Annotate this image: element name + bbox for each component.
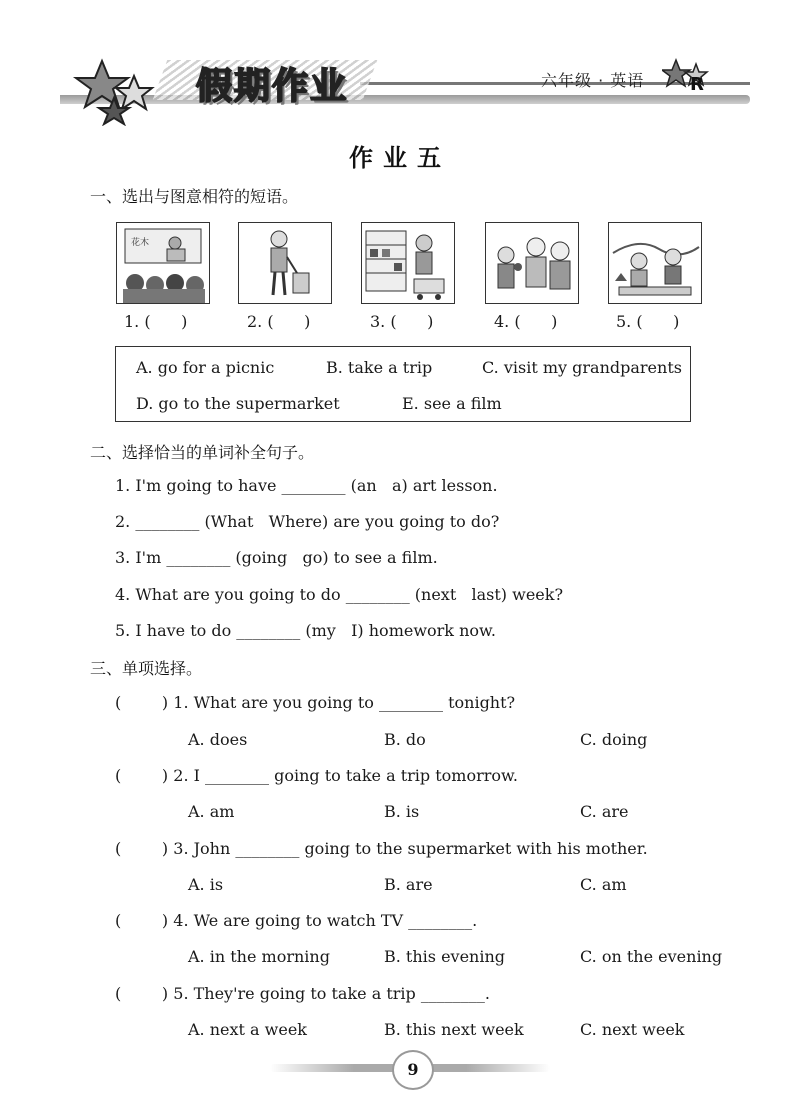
q5-choice-b[interactable]: B. this next week (384, 1020, 524, 1039)
question-4-stem[interactable]: ( ) 4. We are going to watch TV ________. (115, 911, 478, 930)
edition-mark: R (690, 74, 704, 95)
question-1-stem[interactable]: ( ) 1. What are you going to ________ tonight? (115, 693, 516, 712)
option-c: C. visit my grandparents (482, 358, 682, 377)
section-1-title: 一、选出与图意相符的短语。 (90, 187, 299, 206)
option-b: B. take a trip (326, 358, 433, 377)
supermarket-picture-icon (361, 222, 455, 304)
option-d: D. go to the supermarket (136, 394, 340, 413)
q4-choice-a[interactable]: A. in the morning (188, 947, 330, 966)
grade-subject-label: 六年级 · 英语 (541, 71, 645, 90)
fill-in-sentence-4[interactable]: 4. What are you going to do ________ (next last) week? (115, 585, 564, 604)
question-3-stem[interactable]: ( ) 3. John ________ going to the supermarket with his mother. (115, 839, 648, 858)
cinema-picture-icon (116, 222, 210, 304)
answer-blank-3[interactable]: 3. ( ) (370, 312, 434, 331)
q4-choice-b[interactable]: B. this evening (384, 947, 506, 966)
fill-in-sentence-5[interactable]: 5. I have to do ________ (my I) homework now. (115, 621, 496, 640)
answer-blank-1[interactable]: 1. ( ) (124, 312, 188, 331)
fill-in-sentence-1[interactable]: 1. I'm going to have ________ (an a) art lesson. (115, 476, 498, 495)
grandparents-picture-icon (485, 222, 579, 304)
question-5-stem[interactable]: ( ) 5. They're going to take a trip ________. (115, 984, 490, 1003)
question-2-stem[interactable]: ( ) 2. I ________ going to take a trip tomorrow. (115, 766, 518, 785)
answer-blank-5[interactable]: 5. ( ) (616, 312, 680, 331)
q2-choice-c[interactable]: C. are (580, 802, 629, 821)
phrase-options-box (115, 346, 691, 422)
q2-choice-a[interactable]: A. am (188, 802, 235, 821)
page-number: 9 (392, 1050, 434, 1090)
q5-choice-c[interactable]: C. next week (580, 1020, 685, 1039)
q3-choice-b[interactable]: B. are (384, 875, 433, 894)
q1-choice-c[interactable]: C. doing (580, 730, 648, 749)
q3-choice-a[interactable]: A. is (188, 875, 224, 894)
option-a: A. go for a picnic (136, 358, 275, 377)
section-3-title: 三、单项选择。 (90, 659, 203, 678)
q5-choice-a[interactable]: A. next a week (188, 1020, 307, 1039)
fill-in-sentence-2[interactable]: 2. ________ (What Where) are you going to do? (115, 512, 500, 531)
header-title: 假期作业 (196, 66, 349, 107)
picnic-picture-icon (608, 222, 702, 304)
option-e: E. see a film (402, 394, 502, 413)
svg-text:花木: 花木 (131, 238, 150, 248)
traveler-picture-icon (238, 222, 332, 304)
q4-choice-c[interactable]: C. on the evening (580, 947, 723, 966)
q1-choice-a[interactable]: A. does (188, 730, 248, 749)
fill-in-sentence-3[interactable]: 3. I'm ________ (going go) to see a film. (115, 548, 438, 567)
q3-choice-c[interactable]: C. am (580, 875, 627, 894)
q1-choice-b[interactable]: B. do (384, 730, 426, 749)
stars-logo-icon (72, 56, 162, 126)
section-2-title: 二、选择恰当的单词补全句子。 (90, 443, 315, 462)
page-header (0, 0, 800, 130)
answer-blank-4[interactable]: 4. ( ) (494, 312, 558, 331)
q2-choice-b[interactable]: B. is (384, 802, 420, 821)
page-title: 作业五 (349, 143, 451, 172)
answer-blank-2[interactable]: 2. ( ) (247, 312, 311, 331)
